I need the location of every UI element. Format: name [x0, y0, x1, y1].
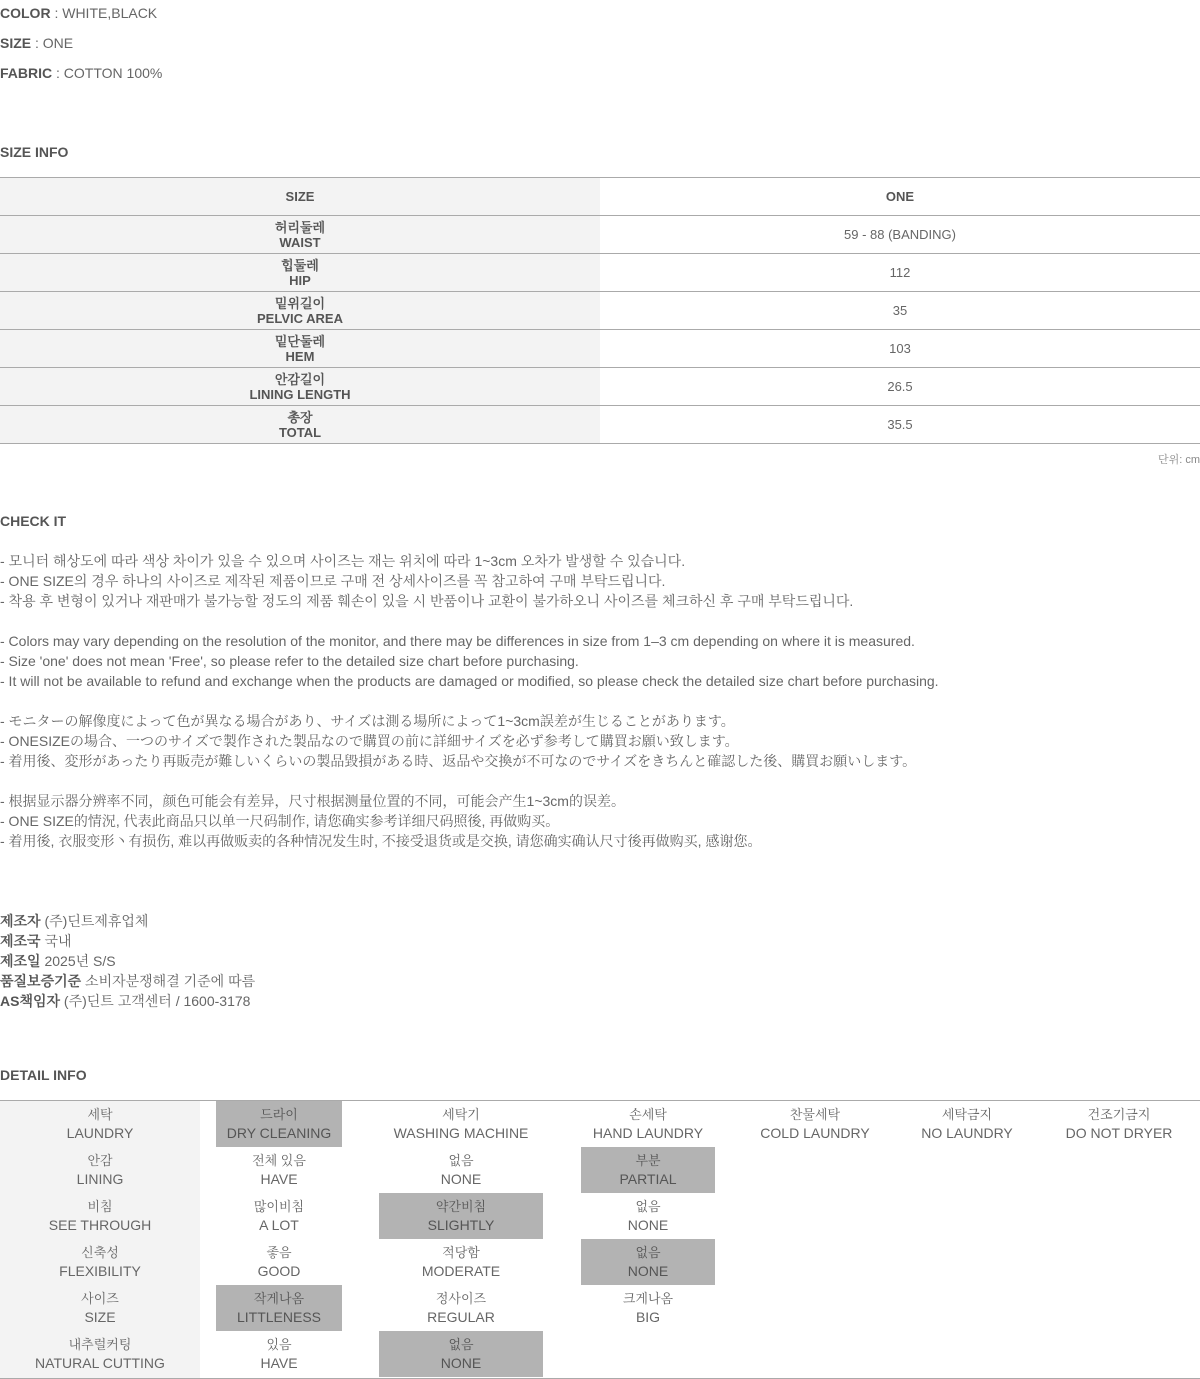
cell-text-ko: 안감 [87, 1153, 113, 1168]
mfg-row [0, 951, 255, 971]
note-line: - 착용 후 변형이 있거나 재판매가 불가능할 정도의 제품 훼손이 있을 시 반품이나 교환이 불가하오니 사이즈를 체크하신 후 구매 부탁드립니다. [0, 593, 854, 609]
measure-label-en: LINING LENGTH [249, 386, 351, 402]
detail-option [902, 1101, 1032, 1147]
spec-label: COLOR [0, 5, 51, 21]
detail-row-label [0, 1101, 200, 1147]
cell-text-ko: 정사이즈 [435, 1291, 487, 1306]
cell-text-en: HAVE [260, 1171, 298, 1187]
table-row [0, 330, 1200, 368]
cell-text-en: NONE [627, 1263, 669, 1279]
notes-chinese [0, 791, 761, 851]
measure-value: 35.5 [887, 417, 913, 432]
spec-size: SIZE : ONE [0, 35, 74, 51]
measure-label [0, 216, 600, 253]
cell-text-en: COLD LAUNDRY [760, 1125, 870, 1141]
mfg-label: 제조자 [0, 913, 41, 929]
measure-label-en: PELVIC AREA [257, 310, 343, 326]
mfg-row [0, 991, 255, 1011]
cell-text-ko: 없음 [448, 1153, 474, 1168]
notes-korean [0, 551, 853, 611]
cell-text-ko: 작게나옴 [253, 1291, 305, 1306]
detail-option [745, 1101, 885, 1147]
mfg-value: (주)딘트제휴업체 [44, 913, 149, 929]
measure-label [0, 292, 600, 329]
size-header-value: ONE [885, 189, 915, 204]
cell-text-en: HAVE [260, 1355, 298, 1371]
cell-text-en: WASHING MACHINE [393, 1125, 529, 1141]
detail-option [581, 1101, 715, 1147]
cell-text-en: SLIGHTLY [427, 1217, 495, 1233]
size-table-header [0, 178, 1200, 216]
note-line: - It will not be available to refund and exchange when the products are damaged or modified, so please check the detailed size chart before purchasing. [0, 673, 939, 689]
measure-label-en: HEM [285, 348, 315, 364]
cell-text-en: PARTIAL [619, 1171, 677, 1187]
note-line: - 着用後, 衣服变形丶有损伤, 难以再做贩卖的各种情况发生时, 不接受退货或是交换, 请您确实确认尺寸後再做购买, 感谢您。 [0, 833, 762, 849]
detail-option [379, 1239, 543, 1285]
measure-label-ko: 허리둘레 [274, 219, 326, 235]
cell-text-en: LITTLENESS [236, 1309, 322, 1325]
cell-text-en: HAND LAUNDRY [592, 1125, 704, 1141]
cell-text-ko: 전체 있음 [252, 1153, 306, 1168]
cell-text-ko: 신축성 [81, 1245, 119, 1260]
cell-text-ko: 있음 [266, 1337, 292, 1352]
cell-text-en: A LOT [259, 1217, 299, 1233]
measure-label-ko: 밑단둘레 [274, 333, 326, 349]
detail-row-label [0, 1239, 200, 1285]
mfg-value: 2025년 S/S [44, 953, 116, 969]
measure-label-ko: 총장 [287, 409, 313, 425]
detail-option-selected [216, 1285, 342, 1331]
cell-text-ko: 사이즈 [81, 1291, 119, 1306]
spec-value: WHITE,BLACK [62, 5, 158, 21]
detail-option-selected [379, 1193, 543, 1239]
table-row [0, 216, 1200, 254]
cell-text-en: DO NOT DRYER [1065, 1125, 1173, 1141]
cell-text-ko: 건조기금지 [1087, 1107, 1151, 1122]
mfg-label: AS책임자 [0, 993, 61, 1009]
measure-label-en: HIP [289, 272, 311, 288]
mfg-row [0, 931, 255, 951]
table-row [0, 254, 1200, 292]
cell-text-ko: 부분 [635, 1153, 661, 1168]
cell-text-en: FLEXIBILITY [59, 1263, 141, 1279]
mfg-row [0, 971, 255, 991]
mfg-value: (주)딘트 고객센터 / 1600-3178 [63, 993, 251, 1009]
spec-label: FABRIC [0, 65, 53, 81]
measure-label [0, 254, 600, 291]
measure-label-en: TOTAL [278, 424, 322, 440]
cell-text-en: NONE [627, 1217, 669, 1233]
cell-text-ko: 세탁 [87, 1107, 113, 1122]
cell-text-ko: 적당함 [442, 1245, 480, 1260]
note-line: - 모니터 해상도에 따라 색상 차이가 있을 수 있으며 사이즈는 재는 위치에 따라 1~3cm 오차가 발생할 수 있습니다. [0, 553, 686, 569]
detail-option [581, 1285, 715, 1331]
spec-value: ONE [42, 35, 74, 51]
cell-text-ko: 없음 [635, 1199, 661, 1214]
detail-table [0, 1100, 1200, 1379]
measure-value: 112 [889, 265, 911, 280]
note-line: - ONE SIZE的情況, 代表此商品只以单一尺码制作, 请您确实参考详细尺码照後, 再做购买。 [0, 813, 560, 829]
spec-value: COTTON 100% [63, 65, 163, 81]
cell-text-ko: 비침 [87, 1199, 113, 1214]
cell-text-ko: 크게나옴 [622, 1291, 674, 1306]
measure-label-ko: 힙둘레 [281, 257, 319, 273]
detail-option [379, 1147, 543, 1193]
mfg-label: 제조일 [0, 953, 41, 969]
spec-label: SIZE [0, 35, 32, 51]
mfg-label: 제조국 [0, 933, 41, 949]
note-line: - ONESIZEの場合、一つのサイズで製作された製品なので購買の前に詳細サイズを必ず参考して購買お願い致します。 [0, 733, 739, 749]
detail-row-label [0, 1147, 200, 1193]
cell-text-ko: 세탁금지 [941, 1107, 993, 1122]
note-line: - 着用後、変形があったり再販売が難しいくらいの製品毀損がある時、返品や交換が不可なのでサイズをきちんと確認した後、購買お願いします。 [0, 753, 917, 769]
detail-option-selected [581, 1239, 715, 1285]
measure-value: 35 [892, 303, 908, 318]
note-line: - Size 'one' does not mean 'Free', so please refer to the detailed size chart before purchasing. [0, 653, 579, 669]
detail-option-selected [581, 1147, 715, 1193]
measure-label-ko: 안감길이 [274, 371, 326, 387]
measure-label-ko: 밑위길이 [274, 295, 326, 311]
cell-text-ko: 많이비침 [253, 1199, 305, 1214]
cell-text-en: REGULAR [427, 1309, 495, 1325]
mfg-value: 소비자분쟁해결 기준에 따름 [85, 973, 256, 989]
cell-text-en: DRY CLEANING [226, 1125, 332, 1141]
cell-text-en: BIG [635, 1309, 661, 1325]
detail-row-label [0, 1193, 200, 1239]
detail-option-selected [379, 1331, 543, 1377]
cell-text-en: MODERATE [421, 1263, 501, 1279]
mfg-label: 품질보증기준 [0, 973, 82, 989]
cell-text-ko: 약간비침 [435, 1199, 487, 1214]
detail-option [216, 1147, 342, 1193]
cell-text-ko: 찬물세탁 [789, 1107, 841, 1122]
cell-text-ko: 없음 [635, 1245, 661, 1260]
table-row [0, 368, 1200, 406]
measure-label [0, 330, 600, 367]
cell-text-ko: 좋음 [266, 1245, 292, 1260]
detail-info-title: DETAIL INFO [0, 1067, 87, 1083]
detail-option [216, 1193, 342, 1239]
size-header-label: SIZE [0, 178, 600, 215]
note-line: - モニターの解像度によって色が異なる場合があり、サイズは測る場所によって1~3cm誤差が生じることがあります。 [0, 713, 735, 729]
detail-option [581, 1193, 715, 1239]
detail-option-selected [216, 1101, 342, 1147]
cell-text-ko: 손세탁 [629, 1107, 667, 1122]
table-row [0, 292, 1200, 330]
note-line: - ONE SIZE의 경우 하나의 사이즈로 제작된 제품이므로 구매 전 상세사이즈를 꼭 참고하여 구매 부탁드립니다. [0, 573, 666, 589]
cell-text-en: LINING [76, 1171, 124, 1187]
measure-label [0, 406, 600, 443]
cell-text-en: GOOD [257, 1263, 301, 1279]
notes-japanese [0, 711, 916, 771]
measure-value: 59 - 88 (BANDING) [844, 227, 956, 242]
cell-text-ko: 드라이 [260, 1107, 298, 1122]
measure-label [0, 368, 600, 405]
detail-row-label [0, 1331, 200, 1377]
spec-color: COLOR : WHITE,BLACK [0, 5, 158, 21]
mfg-value: 국내 [44, 933, 72, 949]
note-line: - 根据显示器分辨率不同，颜色可能会有差异，尺寸根据测量位置的不同，可能会产生1~3cm的误差。 [0, 793, 625, 809]
table-row [0, 406, 1200, 444]
cell-text-en: SEE THROUGH [48, 1217, 152, 1233]
measure-label-en: WAIST [279, 234, 321, 250]
size-table [0, 177, 1200, 444]
measure-value: 103 [889, 341, 911, 356]
cell-text-en: NONE [440, 1355, 482, 1371]
cell-text-en: NO LAUNDRY [921, 1125, 1013, 1141]
detail-option [216, 1331, 342, 1377]
size-info-title: SIZE INFO [0, 144, 69, 160]
check-it-title: CHECK IT [0, 513, 67, 529]
cell-text-en: LAUNDRY [66, 1125, 134, 1141]
detail-row-label [0, 1285, 200, 1331]
notes-english [0, 631, 939, 691]
detail-option [1044, 1101, 1194, 1147]
spec-fabric: FABRIC : COTTON 100% [0, 65, 163, 81]
cell-text-en: NONE [440, 1171, 482, 1187]
cell-text-en: NATURAL CUTTING [35, 1355, 165, 1371]
cell-text-ko: 내추럴커팅 [68, 1337, 132, 1352]
detail-option [379, 1101, 543, 1147]
unit-note: 단위: cm [1157, 454, 1200, 466]
detail-option [379, 1285, 543, 1331]
measure-value: 26.5 [887, 379, 913, 394]
cell-text-ko: 세탁기 [442, 1107, 480, 1122]
note-line: - Colors may vary depending on the resolution of the monitor, and there may be differences in size from 1–3 cm depending on where it is measured. [0, 633, 915, 649]
detail-option [216, 1239, 342, 1285]
manufacturer-info [0, 911, 255, 1011]
cell-text-en: SIZE [84, 1309, 116, 1325]
mfg-row [0, 911, 255, 931]
cell-text-ko: 없음 [448, 1337, 474, 1352]
